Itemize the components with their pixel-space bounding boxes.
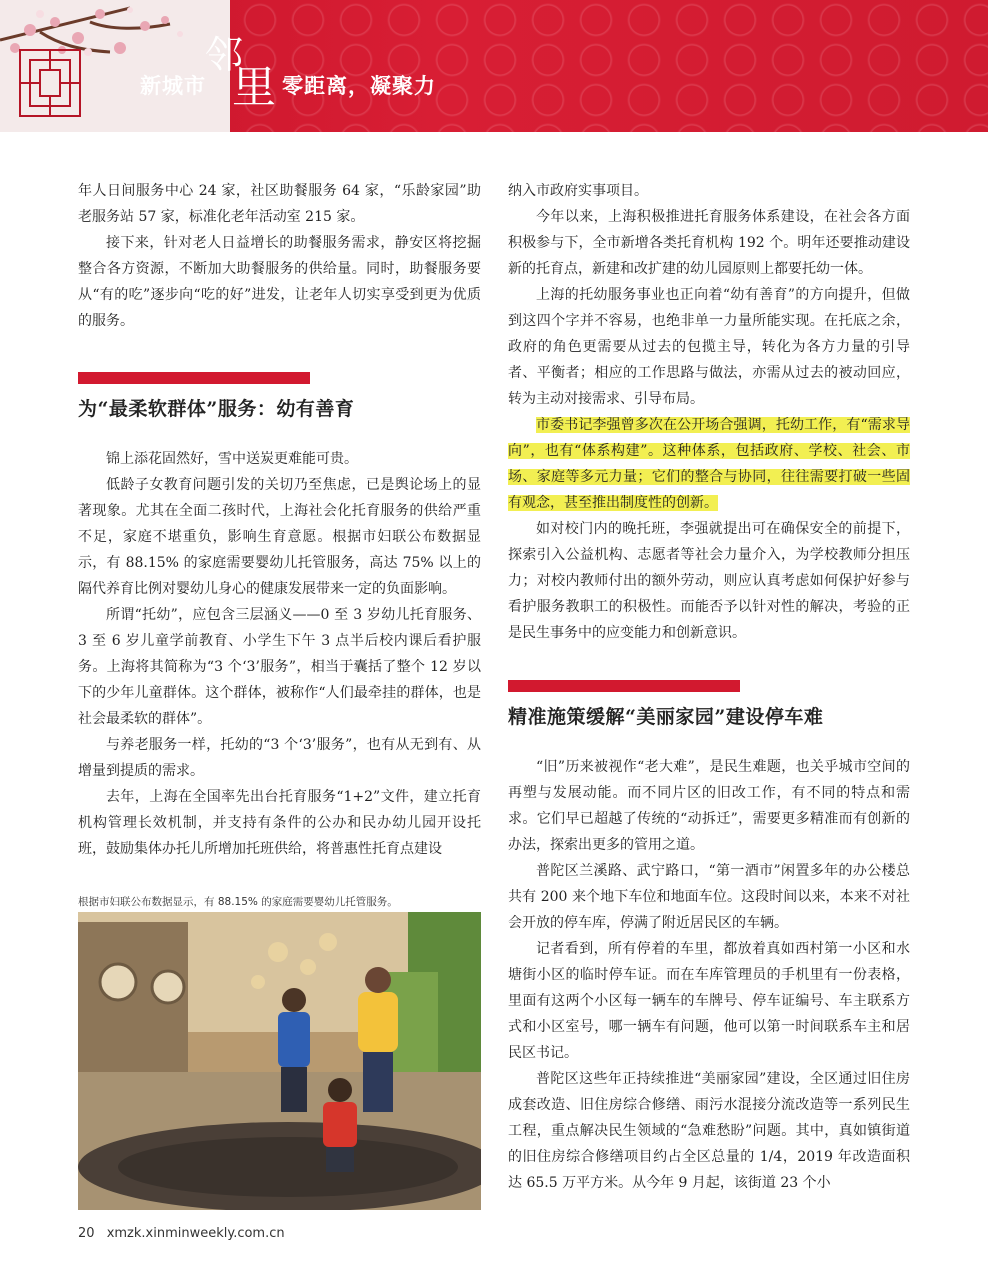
section-bar [508,680,740,692]
section-title-parking: 精准施策缓解“美丽家园”建设停车难 [508,706,824,728]
right-paragraph-8: 记者看到，所有停着的车里，都放着真如西村第一小区和水塘街小区的临时停车证。而在车库管理员的手机里有一份表格，里面有这两个小区每一辆车的车牌号、停车证编号、车主联系方式和小区室号，哪一辆车有问题，他可以第一时间联系车主和居民区书记。 [508,941,910,1061]
photo-children-trampoline [78,912,481,1210]
right-paragraph-9: 普陀区这些年正持续推进“美丽家园”建设，全区通过旧住房成套改造、旧住房综合修缮、雨污水混接分流改造等一系列民生工程，重点解决民生领域的“急难愁盼”问题。其中，真如镇街道的旧住房综合修缮项目约占全区总量的 1/4，2019 年改造面积达 65.5 万平方米。从今年 9 月起，该街道 23 个小 [508,1071,910,1191]
right-column [508,178,910,1196]
right-paragraph-4-highlighted [508,412,910,516]
left-paragraph-3: 锦上添花固然好，雪中送炭更难能可贵。 [106,451,358,467]
right-paragraph-1: 纳入市政府实事项目。 [508,183,648,199]
highlighted-text: 市委书记李强曾多次在公开场合强调，托幼工作，有“需求导向”，也有“体系构建”。这种体系，包括政府、学校、社会、市场、家庭等多元力量；它们的整合与协同，往往需要打破一些固有观念，甚至推出制度性的创新。 [508,417,910,511]
title-char-lin: 邻 [205,33,244,77]
page-number: 20 [78,1226,95,1241]
footer-url[interactable]: xmzk.xinminweekly.com.cn [106,1226,285,1241]
section-bar [78,372,310,384]
left-paragraph-5: 所谓“托幼”，应包含三层涵义——0 至 3 岁幼儿托育服务、3 至 6 岁儿童学前教育、小学生下午 3 点半后校内课后看护服务。上海将其简称为“3 个‘3’服务”，相当于囊括了整个 12 岁以下的少年儿童群体。这个群体，被称作“人们最牵挂的群体，也是社会最柔软的群体”。 [78,607,481,727]
title-part-2: 零距离，凝聚力 [282,74,436,98]
right-paragraph-2: 今年以来，上海积极推进托育服务体系建设，在社会各方面积极参与下，全市新增各类托育机构 192 个。明年还要推动建设新的托育点，新建和改扩建的幼儿园原则上都要托幼一体。 [508,209,910,277]
left-paragraph-4: 低龄子女教育问题引发的关切乃至焦虑，已是舆论场上的显著现象。尤其在全面二孩时代，上海社会化托育服务的供给严重不足，家庭不堪重负，影响生育意愿。根据市妇联公布数据显示，有 88.15% 的家庭需要婴幼儿托管服务，高达 75% 以上的隔代养育比例对婴幼儿身心的健康发展带来一定的负面影响。 [78,477,481,597]
left-paragraph-6: 与养老服务一样，托幼的“3 个‘3’服务”，也有从无到有、从增量到提质的需求。 [78,737,481,779]
right-paragraph-5: 如对校门内的晚托班，李强就提出可在确保安全的前提下，探索引入公益机构、志愿者等社会力量介入，为学校教师分担压力；对校内教师付出的额外劳动，则应认真考虑如何保护好参与看护服务教职工的积极性。而能否予以针对性的解决，考验的正是民生事务中的应变能力和创新意识。 [508,521,910,641]
left-paragraph-7: 去年，上海在全国率先出台托育服务“1+2”文件，建立托育机构管理长效机制，并支持有条件的公办和民办幼儿园开设托班，鼓励集体办托儿所增加托班供给，将普惠性托育点建设 [78,789,481,857]
page-footer [78,1226,285,1241]
photo-caption: 根据市妇联公布数据显示，有 88.15% 的家庭需要婴幼儿托管服务。 [78,896,398,908]
left-paragraph-2: 接下来，针对老人日益增长的助餐服务需求，静安区将挖掘整合各方资源，不断加大助餐服务的供给量。同时，助餐服务要从“有的吃”逐步向“吃的好”进发，让老年人切实享受到更为优质的服务。 [78,235,481,329]
title-char-li: 里 [232,62,276,113]
left-column [78,178,481,862]
section-title-childcare: 为“最柔软群体”服务：幼有善育 [78,398,355,420]
title-part-1: 新城市 [140,74,206,98]
right-paragraph-7: 普陀区兰溪路、武宁路口，“第一酒市”闲置多年的办公楼总共有 200 来个地下车位和地面车位。这段时间以来，本来不对社会开放的停车库，停满了附近居民区的车辆。 [508,863,910,931]
header-banner [0,0,988,132]
right-paragraph-6: “旧”历来被视作“老大难”，是民生难题，也关乎城市空间的再塑与发展动能。而不同片区的旧改工作，有不同的特点和需求。它们早已超越了传统的“动拆迁”，需要更多精准而有创新的办法，探索出更多的管用之道。 [508,759,910,853]
left-paragraph-1: 年人日间服务中心 24 家，社区助餐服务 64 家，“乐龄家园”助老服务站 57 家，标准化老年活动室 215 家。 [78,183,481,225]
right-paragraph-3: 上海的托幼服务事业也正向着“幼有善育”的方向提升，但做到这四个字并不容易，也绝非单一力量所能实现。在托底之余，政府的角色更需要从过去的包揽主导，转化为各方力量的引导者、平衡者；相应的工作思路与做法，亦需从过去的被动回应，转为主动对接需求、引导布局。 [508,287,910,407]
lattice-ornament [18,48,82,118]
